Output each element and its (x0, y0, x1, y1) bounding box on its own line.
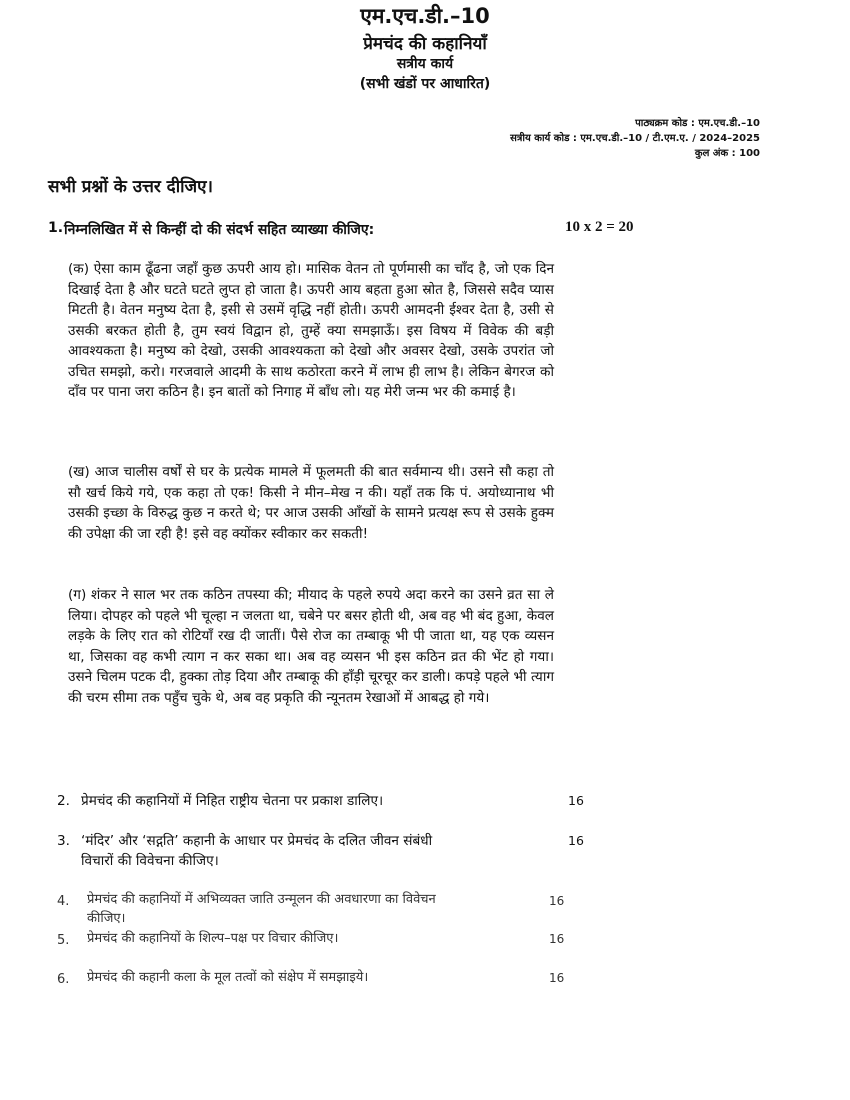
question-text: प्रेमचंद की कहानियों के शिल्प–पक्ष पर विचार कीजिए। (87, 931, 339, 946)
meta-course-code: पाठ्यक्रम कोड : एम.एच.डी.–10 (635, 118, 760, 129)
question-text-line2: विचारों की विवेचना कीजिए। (81, 853, 219, 869)
question-number: 4. (57, 894, 70, 909)
question-text: प्रेमचंद की कहानी कला के मूल तत्वों को संक्षेप में समझाइये। (87, 970, 369, 985)
passage-kha: (ख) आज चालीस वर्षों से घर के प्रत्येक मामले में फूलमती की बात सर्वमान्य थी। उसने सौ कहा तो सौ खर्च किये गये, एक कहा तो एक! किसी ने मीन–मेख न की। यहाँ तक कि पं. अयोध्यानाथ भी उसकी इच्छा के विरुद्ध कुछ न करते थे; पर आज उसकी आँखों के सामने प्रत्यक्ष रूप से उसके हुक्म की उपेक्षा की जा रही है! इसे वह क्योंकर स्वीकार कर सकती! (68, 464, 554, 542)
question-marks: 16 (549, 894, 565, 908)
course-code-heading: एम.एच.डी.–10 (360, 4, 490, 28)
question-marks: 16 (549, 971, 565, 985)
question-number: 5. (57, 933, 70, 948)
question-marks: 16 (568, 833, 584, 848)
question-text-line1: प्रेमचंद की कहानियों में अभिव्यक्त जाति उन्मूलन की अवधारणा का विवेचन (87, 892, 436, 907)
question-text: प्रेमचंद की कहानियों में निहित राष्ट्रीय चेतना पर प्रकाश डालिए। (81, 793, 384, 809)
meta-total-marks: कुल अंक : 100 (694, 148, 760, 159)
instruction: सभी प्रश्नों के उत्तर दीजिए। (48, 177, 213, 197)
course-title: प्रेमचंद की कहानियाँ (363, 34, 487, 54)
question-text-line1: ‘मंदिर’ और ‘सद्गति’ कहानी के आधार पर प्रेमचंद के दलित जीवन संबंधी (81, 833, 433, 849)
assignment-subtitle: सत्रीय कार्य (396, 56, 454, 72)
question-number: 6. (57, 972, 70, 987)
question-number: 2. (57, 793, 70, 809)
question-number: 1. (48, 220, 64, 236)
question-number: 3. (57, 833, 70, 849)
passage-ga: (ग) शंकर ने साल भर तक कठिन तपस्या की; मीयाद के पहले रुपये अदा करने का उसने व्रत सा ले लिया। दोपहर को पहले भी चूल्हा न जलता था, चबेने पर बसर होती थी, अब वह भी बंद हुआ, केवल लड़के के लिए रात को रोटियाँ रख दी जातीं। पैसे रोज का तम्बाकू भी पी जाता था, यह एक व्यसन था, जिसका वह कभी त्याग न कर सका था। अब वह व्यसन भी इस कठिन व्रत की भेंट हो गया। उसने चिलम पटक दी, हुक्का तोड़ दिया और तम्बाकू की हाँड़ी चूरचूर कर डाली। कपड़े पहले भी त्याग की चरम सीमा तक पहुँच चुके थे, अब वह प्रकृति की न्यूनतम रेखाओं में आबद्ध हो गये। (68, 587, 554, 706)
meta-assignment-code: सत्रीय कार्य कोड : एम.एच.डी.–10 / टी.एम.ए. / 2024–2025 (510, 133, 760, 144)
question-marks: 16 (568, 793, 584, 808)
question-text-line2: कीजिए। (87, 911, 126, 926)
assignment-basis: (सभी खंडों पर आधारित) (359, 76, 491, 92)
passage-ka: (क) ऐसा काम ढूँढना जहाँ कुछ ऊपरी आय हो। मासिक वेतन तो पूर्णमासी का चाँद है, जो एक दिन दिखाई देता है और घटते घटते लुप्त हो जाता है। ऊपरी आय बहता हुआ स्रोत है, जिससे सदैव प्यास मिटती है। वेतन मनुष्य देता है, इसी से उसमें वृद्धि नहीं होती। ऊपरी आमदनी ईश्वर देता है, उसी से उसकी बरकत होती है, तुम स्वयं विद्वान हो, तुम्हें क्या समझाऊँ। इस विषय में विवेक की बड़ी आवश्यकता है। मनुष्य को देखो, उसकी आवश्यकता को देखो और अवसर देखो, उसके उपरांत जो उचित समझो, करो। गरजवाले आदमी के साथ कठोरता करने में लाभ ही लाभ है। लेकिन बेगरज को दाँव पर पाना जरा कठिन है। इन बातों को निगाह में बाँध लो। यह मेरी जन्म भर की कमाई है। (68, 261, 554, 400)
question-marks: 16 (549, 932, 565, 946)
question-marks: 10 x 2 = 20 (565, 219, 634, 235)
question-text: निम्नलिखित में से किन्हीं दो की संदर्भ सहित व्याख्या कीजिए: (64, 222, 375, 238)
